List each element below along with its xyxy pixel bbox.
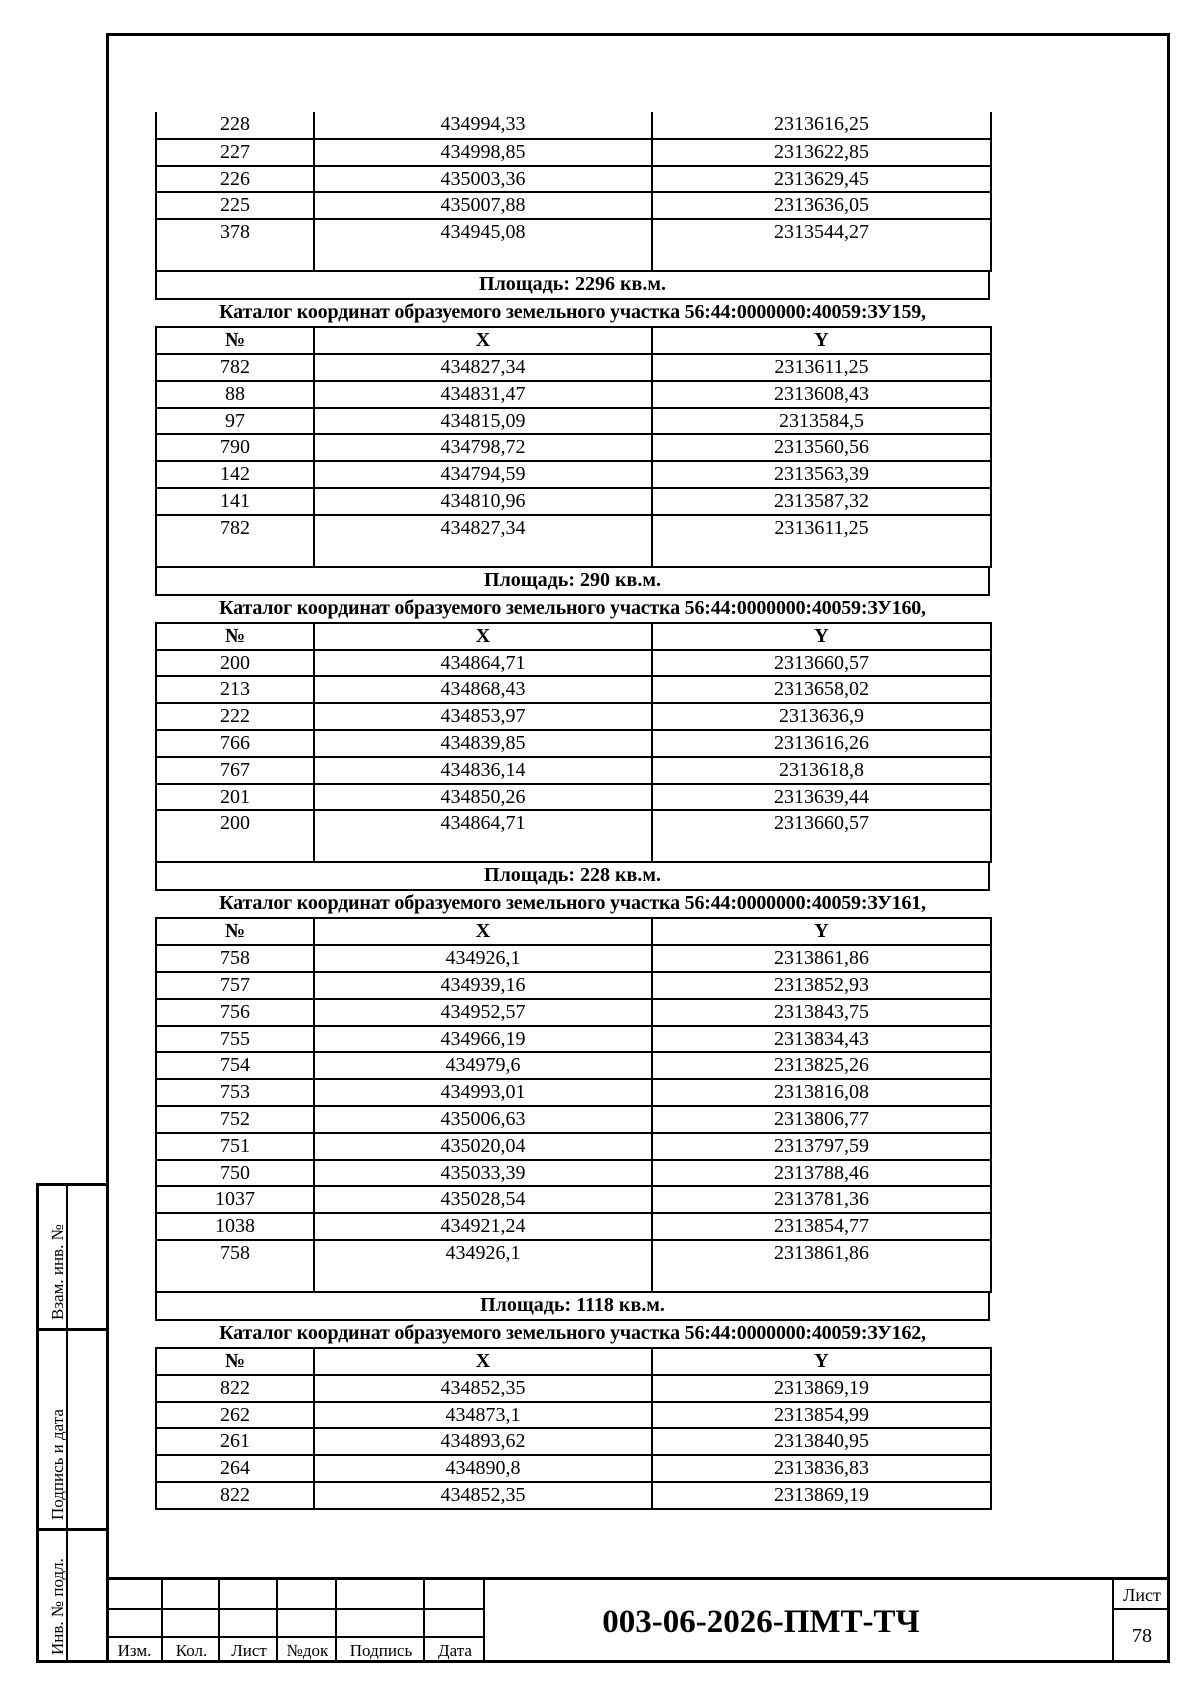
x-coordinate-cell: 435020,04 bbox=[314, 1133, 652, 1160]
x-coordinate-cell: 435006,63 bbox=[314, 1106, 652, 1133]
y-coordinate-cell: 2313587,32 bbox=[652, 488, 991, 515]
catalog-title: Каталог координат образуемого земельного участка 56:44:0000000:40059:ЗУ162, bbox=[219, 1321, 926, 1344]
table-header-row bbox=[156, 327, 991, 354]
side-label-original-inv: Инв. № подл. bbox=[48, 1558, 67, 1655]
table-row bbox=[156, 1186, 991, 1213]
table-row bbox=[156, 1455, 991, 1482]
header-x: X bbox=[314, 327, 652, 354]
sheet-box bbox=[1112, 1580, 1170, 1663]
y-coordinate-cell: 2313869,19 bbox=[652, 1375, 991, 1402]
point-number-cell: 1038 bbox=[156, 1213, 314, 1240]
point-number-cell: 200 bbox=[156, 650, 314, 677]
col-label-signature: Подпись bbox=[349, 1641, 413, 1660]
header-number: № bbox=[156, 1348, 314, 1375]
header-x: X bbox=[314, 1348, 652, 1375]
y-coordinate-cell: 2313840,95 bbox=[652, 1428, 991, 1455]
area-row: Площадь: 290 кв.м. bbox=[155, 568, 990, 596]
point-number-cell: 782 bbox=[156, 515, 314, 567]
y-coordinate-cell: 2313781,36 bbox=[652, 1186, 991, 1213]
header-x: X bbox=[314, 918, 652, 945]
table-row bbox=[156, 1402, 991, 1429]
header-number: № bbox=[156, 918, 314, 945]
point-number-cell: 753 bbox=[156, 1079, 314, 1106]
x-coordinate-cell: 434831,47 bbox=[314, 381, 652, 408]
y-coordinate-cell: 2313834,43 bbox=[652, 1026, 991, 1053]
table-row bbox=[156, 1026, 991, 1053]
point-number-cell: 751 bbox=[156, 1133, 314, 1160]
area-row: Площадь: 2296 кв.м. bbox=[155, 272, 990, 300]
y-coordinate-cell: 2313660,57 bbox=[652, 650, 991, 677]
x-coordinate-cell: 434852,35 bbox=[314, 1482, 652, 1509]
point-number-cell: 754 bbox=[156, 1052, 314, 1079]
table-row bbox=[156, 434, 991, 461]
y-coordinate-cell: 2313869,19 bbox=[652, 1482, 991, 1509]
point-number-cell: 142 bbox=[156, 461, 314, 488]
point-number-cell: 222 bbox=[156, 703, 314, 730]
x-coordinate-cell: 434853,97 bbox=[314, 703, 652, 730]
col-label-date: Дата bbox=[438, 1641, 472, 1660]
x-coordinate-cell: 434893,62 bbox=[314, 1428, 652, 1455]
table-row bbox=[156, 112, 991, 139]
y-coordinate-cell: 2313560,56 bbox=[652, 434, 991, 461]
catalog-content bbox=[155, 112, 990, 1510]
point-number-cell: 767 bbox=[156, 757, 314, 784]
x-coordinate-cell: 434998,85 bbox=[314, 139, 652, 166]
area-row: Площадь: 228 кв.м. bbox=[155, 863, 990, 891]
x-coordinate-cell: 434993,01 bbox=[314, 1079, 652, 1106]
table-row bbox=[156, 488, 991, 515]
y-coordinate-cell: 2313854,77 bbox=[652, 1213, 991, 1240]
x-coordinate-cell: 434864,71 bbox=[314, 650, 652, 677]
table-row bbox=[156, 972, 991, 999]
table-row bbox=[156, 1079, 991, 1106]
table-row bbox=[156, 166, 991, 193]
x-coordinate-cell: 434798,72 bbox=[314, 434, 652, 461]
y-coordinate-cell: 2313639,44 bbox=[652, 784, 991, 811]
point-number-cell: 141 bbox=[156, 488, 314, 515]
header-y: Y bbox=[652, 918, 991, 945]
y-coordinate-cell: 2313616,25 bbox=[652, 112, 991, 139]
catalog-title: Каталог координат образуемого земельного участка 56:44:0000000:40059:ЗУ161, bbox=[219, 892, 926, 915]
table-row bbox=[156, 703, 991, 730]
point-number-cell: 261 bbox=[156, 1428, 314, 1455]
col-label-list: Лист bbox=[231, 1641, 267, 1660]
x-coordinate-cell: 434794,59 bbox=[314, 461, 652, 488]
col-label-kol: Кол. bbox=[175, 1641, 208, 1660]
x-coordinate-cell: 434966,19 bbox=[314, 1026, 652, 1053]
x-coordinate-cell: 434979,6 bbox=[314, 1052, 652, 1079]
point-number-cell: 766 bbox=[156, 730, 314, 757]
y-coordinate-cell: 2313622,85 bbox=[652, 139, 991, 166]
table-row bbox=[156, 757, 991, 784]
point-number-cell: 213 bbox=[156, 676, 314, 703]
catalog-title: Каталог координат образуемого земельного участка 56:44:0000000:40059:ЗУ160, bbox=[219, 596, 926, 619]
y-coordinate-cell: 2313788,46 bbox=[652, 1160, 991, 1187]
table-row bbox=[156, 730, 991, 757]
header-number: № bbox=[156, 623, 314, 650]
point-number-cell: 264 bbox=[156, 1455, 314, 1482]
x-coordinate-cell: 434873,1 bbox=[314, 1402, 652, 1429]
table-row bbox=[156, 810, 991, 862]
table-row bbox=[156, 192, 991, 219]
header-y: Y bbox=[652, 1348, 991, 1375]
x-coordinate-cell: 434810,96 bbox=[314, 488, 652, 515]
x-coordinate-cell: 434890,8 bbox=[314, 1455, 652, 1482]
x-coordinate-cell: 435033,39 bbox=[314, 1160, 652, 1187]
table-row bbox=[156, 354, 991, 381]
x-coordinate-cell: 435028,54 bbox=[314, 1186, 652, 1213]
point-number-cell: 262 bbox=[156, 1402, 314, 1429]
y-coordinate-cell: 2313852,93 bbox=[652, 972, 991, 999]
table-row bbox=[156, 219, 991, 271]
point-number-cell: 752 bbox=[156, 1106, 314, 1133]
x-coordinate-cell: 434852,35 bbox=[314, 1375, 652, 1402]
x-coordinate-cell: 434939,16 bbox=[314, 972, 652, 999]
side-cell-signature bbox=[39, 1331, 106, 1531]
table-row bbox=[156, 1240, 991, 1292]
y-coordinate-cell: 2313636,05 bbox=[652, 192, 991, 219]
continued-coordinates-table bbox=[155, 112, 992, 272]
x-coordinate-cell: 434921,24 bbox=[314, 1213, 652, 1240]
point-number-cell: 378 bbox=[156, 219, 314, 271]
catalog-title: Каталог координат образуемого земельного участка 56:44:0000000:40059:ЗУ159, bbox=[219, 301, 926, 324]
table-row bbox=[156, 1375, 991, 1402]
x-coordinate-cell: 434836,14 bbox=[314, 757, 652, 784]
table-row bbox=[156, 676, 991, 703]
y-coordinate-cell: 2313843,75 bbox=[652, 999, 991, 1026]
y-coordinate-cell: 2313806,77 bbox=[652, 1106, 991, 1133]
point-number-cell: 822 bbox=[156, 1375, 314, 1402]
y-coordinate-cell: 2313563,39 bbox=[652, 461, 991, 488]
point-number-cell: 97 bbox=[156, 408, 314, 435]
title-block bbox=[106, 1577, 1170, 1663]
x-coordinate-cell: 434926,1 bbox=[314, 945, 652, 972]
table-row bbox=[156, 139, 991, 166]
y-coordinate-cell: 2313584,5 bbox=[652, 408, 991, 435]
point-number-cell: 782 bbox=[156, 354, 314, 381]
document-code: 003-06-2026-ПМТ-ТЧ bbox=[602, 1604, 920, 1640]
table-row bbox=[156, 1133, 991, 1160]
table-row bbox=[156, 1052, 991, 1079]
table-header-row bbox=[156, 623, 991, 650]
point-number-cell: 750 bbox=[156, 1160, 314, 1187]
side-cell-original-inv bbox=[39, 1531, 106, 1663]
table-row bbox=[156, 461, 991, 488]
y-coordinate-cell: 2313854,99 bbox=[652, 1402, 991, 1429]
x-coordinate-cell: 434952,57 bbox=[314, 999, 652, 1026]
y-coordinate-cell: 2313636,9 bbox=[652, 703, 991, 730]
x-coordinate-cell: 434827,34 bbox=[314, 354, 652, 381]
x-coordinate-cell: 435007,88 bbox=[314, 192, 652, 219]
point-number-cell: 758 bbox=[156, 945, 314, 972]
y-coordinate-cell: 2313658,02 bbox=[652, 676, 991, 703]
point-number-cell: 822 bbox=[156, 1482, 314, 1509]
y-coordinate-cell: 2313611,25 bbox=[652, 515, 991, 567]
side-stamp bbox=[36, 1183, 106, 1663]
y-coordinate-cell: 2313816,08 bbox=[652, 1079, 991, 1106]
y-coordinate-cell: 2313825,26 bbox=[652, 1052, 991, 1079]
x-coordinate-cell: 434839,85 bbox=[314, 730, 652, 757]
y-coordinate-cell: 2313861,86 bbox=[652, 1240, 991, 1292]
x-coordinate-cell: 434945,08 bbox=[314, 219, 652, 271]
coordinates-table bbox=[155, 917, 992, 1293]
side-label-signature-date: Подпись и дата bbox=[48, 1409, 67, 1520]
point-number-cell: 755 bbox=[156, 1026, 314, 1053]
header-number: № bbox=[156, 327, 314, 354]
header-y: Y bbox=[652, 623, 991, 650]
sheet-label: Лист bbox=[1114, 1584, 1170, 1610]
area-row: Площадь: 1118 кв.м. bbox=[155, 1293, 990, 1321]
y-coordinate-cell: 2313836,83 bbox=[652, 1455, 991, 1482]
sheet-number: 78 bbox=[1132, 1625, 1152, 1647]
table-row bbox=[156, 999, 991, 1026]
y-coordinate-cell: 2313544,27 bbox=[652, 219, 991, 271]
table-row bbox=[156, 1428, 991, 1455]
table-row bbox=[156, 650, 991, 677]
x-coordinate-cell: 434868,43 bbox=[314, 676, 652, 703]
x-coordinate-cell: 434850,26 bbox=[314, 784, 652, 811]
y-coordinate-cell: 2313797,59 bbox=[652, 1133, 991, 1160]
point-number-cell: 757 bbox=[156, 972, 314, 999]
table-row bbox=[156, 381, 991, 408]
x-coordinate-cell: 434815,09 bbox=[314, 408, 652, 435]
y-coordinate-cell: 2313861,86 bbox=[652, 945, 991, 972]
point-number-cell: 201 bbox=[156, 784, 314, 811]
table-row bbox=[156, 1213, 991, 1240]
table-row bbox=[156, 1482, 991, 1509]
point-number-cell: 226 bbox=[156, 166, 314, 193]
header-y: Y bbox=[652, 327, 991, 354]
col-label-izm: Изм. bbox=[117, 1641, 152, 1660]
x-coordinate-cell: 434827,34 bbox=[314, 515, 652, 567]
table-row bbox=[156, 945, 991, 972]
point-number-cell: 225 bbox=[156, 192, 314, 219]
table-row bbox=[156, 784, 991, 811]
point-number-cell: 228 bbox=[156, 112, 314, 139]
point-number-cell: 790 bbox=[156, 434, 314, 461]
col-label-ndok: №док bbox=[286, 1641, 329, 1660]
coordinates-table bbox=[155, 622, 992, 864]
y-coordinate-cell: 2313608,43 bbox=[652, 381, 991, 408]
y-coordinate-cell: 2313616,26 bbox=[652, 730, 991, 757]
point-number-cell: 758 bbox=[156, 1240, 314, 1292]
table-row bbox=[156, 408, 991, 435]
y-coordinate-cell: 2313611,25 bbox=[652, 354, 991, 381]
y-coordinate-cell: 2313618,8 bbox=[652, 757, 991, 784]
header-x: X bbox=[314, 623, 652, 650]
coordinates-table bbox=[155, 1347, 992, 1510]
x-coordinate-cell: 434994,33 bbox=[314, 112, 652, 139]
point-number-cell: 88 bbox=[156, 381, 314, 408]
table-header-row bbox=[156, 1348, 991, 1375]
table-row bbox=[156, 1160, 991, 1187]
x-coordinate-cell: 434864,71 bbox=[314, 810, 652, 862]
table-row bbox=[156, 515, 991, 567]
point-number-cell: 1037 bbox=[156, 1186, 314, 1213]
y-coordinate-cell: 2313629,45 bbox=[652, 166, 991, 193]
coordinates-table bbox=[155, 326, 992, 568]
point-number-cell: 756 bbox=[156, 999, 314, 1026]
point-number-cell: 200 bbox=[156, 810, 314, 862]
side-label-replacement-inv: Взам. инв. № bbox=[48, 1224, 67, 1320]
y-coordinate-cell: 2313660,57 bbox=[652, 810, 991, 862]
table-header-row bbox=[156, 918, 991, 945]
table-row bbox=[156, 1106, 991, 1133]
x-coordinate-cell: 435003,36 bbox=[314, 166, 652, 193]
x-coordinate-cell: 434926,1 bbox=[314, 1240, 652, 1292]
side-cell-replacement bbox=[39, 1186, 106, 1331]
point-number-cell: 227 bbox=[156, 139, 314, 166]
